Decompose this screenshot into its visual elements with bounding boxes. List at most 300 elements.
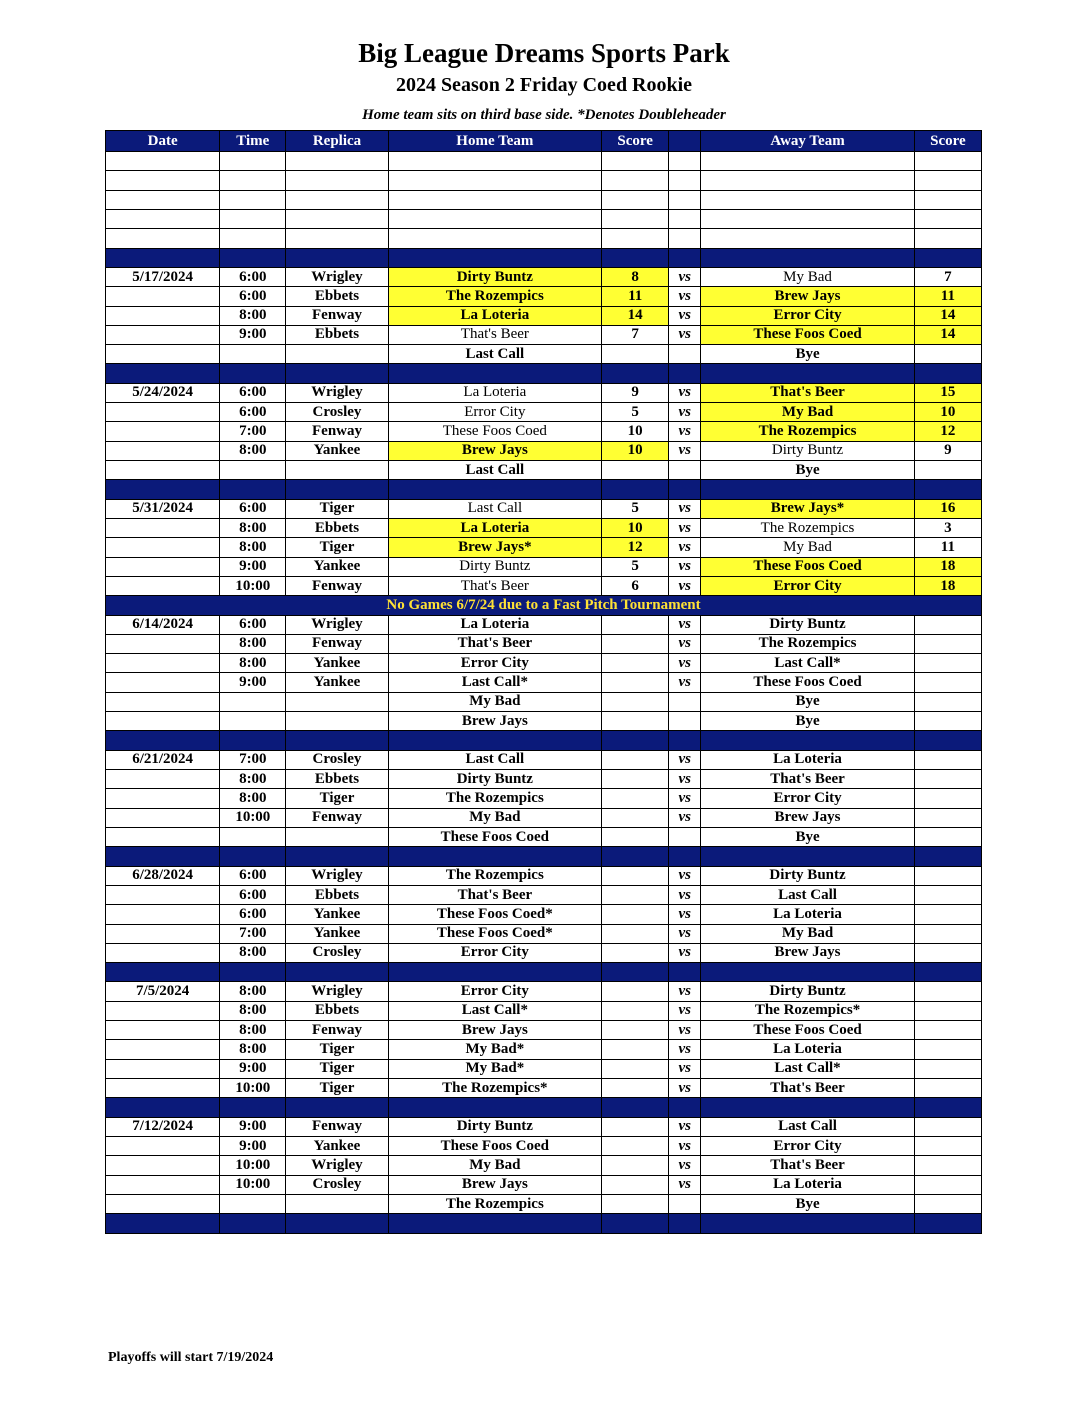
home-score-cell xyxy=(602,1156,669,1175)
away-score-cell: 18 xyxy=(914,557,981,576)
away-score-cell xyxy=(914,1059,981,1078)
no-games-notice-row xyxy=(106,596,982,615)
vs-cell: vs xyxy=(669,518,701,537)
game-row xyxy=(106,1136,982,1155)
game-row xyxy=(106,654,982,673)
bye-label-cell: Bye xyxy=(701,461,914,480)
time-cell xyxy=(220,692,286,711)
home-team-cell: Last Call xyxy=(388,750,601,769)
home-score-cell: 5 xyxy=(602,499,669,518)
vs-cell: vs xyxy=(669,673,701,692)
divider-cell xyxy=(602,364,669,383)
replica-cell: Wrigley xyxy=(286,267,388,286)
home-score-cell: 12 xyxy=(602,538,669,557)
home-team-cell: The Rozempics xyxy=(388,287,601,306)
date-cell xyxy=(106,827,220,846)
divider-cell xyxy=(914,480,981,499)
game-row xyxy=(106,1175,982,1194)
game-row xyxy=(106,325,982,344)
divider-cell xyxy=(914,963,981,982)
home-team-cell: My Bad* xyxy=(388,1059,601,1078)
home-score-cell: 8 xyxy=(602,267,669,286)
home-team-cell: My Bad* xyxy=(388,1040,601,1059)
replica-cell: Ebbets xyxy=(286,287,388,306)
replica-cell: Wrigley xyxy=(286,1156,388,1175)
page-title: Big League Dreams Sports Park xyxy=(358,38,730,68)
away-score-cell xyxy=(914,1136,981,1155)
empty-row xyxy=(106,171,982,190)
home-score-cell: 5 xyxy=(602,557,669,576)
replica-cell: Yankee xyxy=(286,654,388,673)
away-team-cell: That's Beer xyxy=(701,1079,914,1098)
divider-cell xyxy=(388,1098,601,1117)
away-team-cell: The Rozempics xyxy=(701,634,914,653)
away-team-cell: The Rozempics* xyxy=(701,1001,914,1020)
home-team-cell: Brew Jays xyxy=(388,1021,601,1040)
section-divider xyxy=(106,480,982,499)
home-score-cell xyxy=(602,461,669,480)
replica-cell: Fenway xyxy=(286,306,388,325)
empty-row xyxy=(106,229,982,248)
game-row xyxy=(106,306,982,325)
replica-cell: Crosley xyxy=(286,943,388,962)
vs-cell: vs xyxy=(669,325,701,344)
divider-cell xyxy=(914,364,981,383)
section-divider xyxy=(106,1214,982,1233)
home-score-cell xyxy=(602,1194,669,1213)
away-team-cell: My Bad xyxy=(701,403,914,422)
time-cell: 6:00 xyxy=(220,885,286,904)
away-score-cell xyxy=(914,1001,981,1020)
bye-team-cell: Last Call xyxy=(388,461,601,480)
replica-cell: Crosley xyxy=(286,403,388,422)
divider-cell xyxy=(106,847,220,866)
replica-cell: Tiger xyxy=(286,1040,388,1059)
time-cell: 9:00 xyxy=(220,1136,286,1155)
col-home-team-header: Home Team xyxy=(388,131,601,152)
away-score-cell xyxy=(914,1175,981,1194)
bye-row xyxy=(106,461,982,480)
vs-cell: vs xyxy=(669,441,701,460)
home-team-cell: Dirty Buntz xyxy=(388,267,601,286)
vs-cell xyxy=(669,712,701,731)
empty-cell xyxy=(602,171,669,190)
home-score-cell xyxy=(602,654,669,673)
game-row xyxy=(106,905,982,924)
away-team-cell: Dirty Buntz xyxy=(701,866,914,885)
empty-cell xyxy=(914,171,981,190)
replica-cell: Yankee xyxy=(286,1136,388,1155)
bye-team-cell: Brew Jays xyxy=(388,712,601,731)
divider-cell xyxy=(914,847,981,866)
replica-cell: Tiger xyxy=(286,499,388,518)
empty-cell xyxy=(220,171,286,190)
date-cell xyxy=(106,808,220,827)
empty-cell xyxy=(106,171,220,190)
game-row xyxy=(106,576,982,595)
divider-cell xyxy=(914,248,981,267)
game-row xyxy=(106,441,982,460)
replica-cell xyxy=(286,1194,388,1213)
divider-cell xyxy=(602,248,669,267)
empty-cell xyxy=(388,171,601,190)
divider-cell xyxy=(914,1098,981,1117)
divider-cell xyxy=(669,480,701,499)
home-score-cell xyxy=(602,615,669,634)
vs-cell: vs xyxy=(669,808,701,827)
replica-cell: Fenway xyxy=(286,1021,388,1040)
home-score-cell xyxy=(602,1136,669,1155)
away-team-cell: That's Beer xyxy=(701,1156,914,1175)
time-cell: 6:00 xyxy=(220,403,286,422)
divider-cell xyxy=(388,248,601,267)
away-score-cell: 10 xyxy=(914,403,981,422)
home-score-cell: 6 xyxy=(602,576,669,595)
date-cell xyxy=(106,1156,220,1175)
game-row xyxy=(106,518,982,537)
time-cell: 6:00 xyxy=(220,267,286,286)
away-team-cell: Error City xyxy=(701,1136,914,1155)
game-row xyxy=(106,287,982,306)
divider-cell xyxy=(286,248,388,267)
divider-cell xyxy=(286,1214,388,1233)
bye-label-cell: Bye xyxy=(701,692,914,711)
home-team-cell: The Rozempics xyxy=(388,789,601,808)
home-score-cell xyxy=(602,905,669,924)
game-row xyxy=(106,750,982,769)
divider-cell xyxy=(286,364,388,383)
home-score-cell: 9 xyxy=(602,383,669,402)
time-cell xyxy=(220,1194,286,1213)
divider-cell xyxy=(669,731,701,750)
divider-cell xyxy=(286,731,388,750)
col-away-score-header: Score xyxy=(914,131,981,152)
date-cell xyxy=(106,518,220,537)
empty-cell xyxy=(220,190,286,209)
date-cell xyxy=(106,1194,220,1213)
home-team-cell: La Loteria xyxy=(388,383,601,402)
game-row xyxy=(106,1059,982,1078)
divider-cell xyxy=(602,963,669,982)
vs-cell: vs xyxy=(669,306,701,325)
empty-cell xyxy=(669,152,701,171)
empty-cell xyxy=(106,152,220,171)
home-team-cell: Error City xyxy=(388,982,601,1001)
vs-cell: vs xyxy=(669,982,701,1001)
home-score-cell: 11 xyxy=(602,287,669,306)
away-score-cell xyxy=(914,866,981,885)
home-team-cell: Brew Jays* xyxy=(388,538,601,557)
game-row xyxy=(106,770,982,789)
game-row xyxy=(106,383,982,402)
game-row xyxy=(106,538,982,557)
vs-cell: vs xyxy=(669,1079,701,1098)
away-score-cell xyxy=(914,1117,981,1136)
away-team-cell: Last Call xyxy=(701,885,914,904)
replica-cell: Wrigley xyxy=(286,615,388,634)
away-team-cell: Brew Jays xyxy=(701,808,914,827)
replica-cell: Wrigley xyxy=(286,866,388,885)
divider-cell xyxy=(669,1098,701,1117)
game-row xyxy=(106,866,982,885)
away-team-cell: La Loteria xyxy=(701,1175,914,1194)
divider-cell xyxy=(701,248,914,267)
date-cell xyxy=(106,576,220,595)
away-score-cell xyxy=(914,982,981,1001)
divider-cell xyxy=(106,248,220,267)
time-cell: 8:00 xyxy=(220,538,286,557)
empty-cell xyxy=(388,209,601,228)
away-score-cell xyxy=(914,712,981,731)
vs-cell: vs xyxy=(669,634,701,653)
divider-cell xyxy=(220,963,286,982)
vs-cell: vs xyxy=(669,383,701,402)
divider-cell xyxy=(388,731,601,750)
away-score-cell xyxy=(914,1156,981,1175)
section-divider xyxy=(106,847,982,866)
home-score-cell xyxy=(602,712,669,731)
replica-cell: Fenway xyxy=(286,576,388,595)
replica-cell: Tiger xyxy=(286,789,388,808)
divider-cell xyxy=(220,731,286,750)
col-replica-header: Replica xyxy=(286,131,388,152)
home-team-cell: These Foos Coed* xyxy=(388,905,601,924)
home-team-cell: La Loteria xyxy=(388,615,601,634)
home-team-cell: Brew Jays xyxy=(388,1175,601,1194)
date-cell: 5/24/2024 xyxy=(106,383,220,402)
divider-cell xyxy=(220,1214,286,1233)
away-score-cell xyxy=(914,808,981,827)
date-cell: 6/14/2024 xyxy=(106,615,220,634)
divider-cell xyxy=(220,480,286,499)
time-cell: 9:00 xyxy=(220,673,286,692)
away-team-cell: Error City xyxy=(701,306,914,325)
divider-cell xyxy=(602,480,669,499)
away-score-cell xyxy=(914,924,981,943)
date-cell xyxy=(106,538,220,557)
replica-cell: Fenway xyxy=(286,422,388,441)
home-team-cell: The Rozempics xyxy=(388,866,601,885)
date-cell: 7/12/2024 xyxy=(106,1117,220,1136)
home-score-cell: 7 xyxy=(602,325,669,344)
date-cell xyxy=(106,403,220,422)
date-cell xyxy=(106,789,220,808)
empty-cell xyxy=(286,190,388,209)
home-score-cell xyxy=(602,1175,669,1194)
away-score-cell xyxy=(914,1040,981,1059)
section-divider xyxy=(106,731,982,750)
game-row xyxy=(106,557,982,576)
bye-row xyxy=(106,827,982,846)
vs-cell: vs xyxy=(669,422,701,441)
date-cell xyxy=(106,1079,220,1098)
away-score-cell: 7 xyxy=(914,267,981,286)
date-cell xyxy=(106,1136,220,1155)
divider-cell xyxy=(669,847,701,866)
home-score-cell xyxy=(602,692,669,711)
date-cell xyxy=(106,287,220,306)
date-cell xyxy=(106,712,220,731)
replica-cell: Tiger xyxy=(286,538,388,557)
section-divider xyxy=(106,963,982,982)
schedule-note: Home team sits on third base side. *Denotes Doubleheader xyxy=(362,107,726,123)
replica-cell: Yankee xyxy=(286,673,388,692)
time-cell xyxy=(220,827,286,846)
date-cell xyxy=(106,1175,220,1194)
home-team-cell: My Bad xyxy=(388,808,601,827)
away-score-cell xyxy=(914,885,981,904)
home-score-cell: 5 xyxy=(602,403,669,422)
empty-cell xyxy=(669,209,701,228)
empty-cell xyxy=(106,190,220,209)
date-cell xyxy=(106,943,220,962)
away-score-cell xyxy=(914,827,981,846)
time-cell: 10:00 xyxy=(220,1156,286,1175)
home-team-cell: That's Beer xyxy=(388,325,601,344)
divider-cell xyxy=(701,963,914,982)
away-score-cell: 14 xyxy=(914,306,981,325)
vs-cell: vs xyxy=(669,615,701,634)
game-row xyxy=(106,982,982,1001)
game-row xyxy=(106,403,982,422)
empty-cell xyxy=(669,229,701,248)
home-team-cell: Error City xyxy=(388,654,601,673)
time-cell: 8:00 xyxy=(220,518,286,537)
time-cell: 8:00 xyxy=(220,634,286,653)
home-score-cell xyxy=(602,924,669,943)
date-cell: 7/5/2024 xyxy=(106,982,220,1001)
away-score-cell xyxy=(914,1021,981,1040)
empty-row xyxy=(106,152,982,171)
divider-cell xyxy=(106,731,220,750)
divider-cell xyxy=(669,248,701,267)
vs-cell: vs xyxy=(669,943,701,962)
away-team-cell: La Loteria xyxy=(701,905,914,924)
empty-cell xyxy=(286,171,388,190)
date-cell xyxy=(106,770,220,789)
date-cell xyxy=(106,461,220,480)
date-cell xyxy=(106,1021,220,1040)
col-vs-header xyxy=(669,131,701,152)
vs-cell: vs xyxy=(669,287,701,306)
home-team-cell: These Foos Coed xyxy=(388,1136,601,1155)
section-divider xyxy=(106,248,982,267)
empty-cell xyxy=(388,190,601,209)
away-score-cell xyxy=(914,905,981,924)
replica-cell xyxy=(286,461,388,480)
divider-cell xyxy=(602,731,669,750)
away-score-cell xyxy=(914,634,981,653)
date-cell xyxy=(106,692,220,711)
replica-cell xyxy=(286,827,388,846)
home-team-cell: The Rozempics* xyxy=(388,1079,601,1098)
away-score-cell: 14 xyxy=(914,325,981,344)
empty-cell xyxy=(602,229,669,248)
replica-cell xyxy=(286,345,388,364)
time-cell xyxy=(220,461,286,480)
game-row xyxy=(106,615,982,634)
time-cell: 6:00 xyxy=(220,499,286,518)
vs-cell: vs xyxy=(669,557,701,576)
divider-cell xyxy=(701,364,914,383)
empty-cell xyxy=(388,229,601,248)
replica-cell: Fenway xyxy=(286,634,388,653)
col-home-score-header: Score xyxy=(602,131,669,152)
time-cell: 8:00 xyxy=(220,943,286,962)
away-score-cell xyxy=(914,673,981,692)
vs-cell: vs xyxy=(669,1021,701,1040)
replica-cell: Yankee xyxy=(286,441,388,460)
vs-cell: vs xyxy=(669,1175,701,1194)
replica-cell: Ebbets xyxy=(286,518,388,537)
replica-cell: Ebbets xyxy=(286,770,388,789)
empty-cell xyxy=(106,209,220,228)
vs-cell: vs xyxy=(669,1117,701,1136)
empty-cell xyxy=(602,209,669,228)
time-cell: 8:00 xyxy=(220,654,286,673)
home-score-cell xyxy=(602,789,669,808)
home-team-cell: La Loteria xyxy=(388,306,601,325)
vs-cell: vs xyxy=(669,1059,701,1078)
empty-cell xyxy=(106,229,220,248)
section-divider xyxy=(106,1098,982,1117)
home-team-cell: Last Call xyxy=(388,499,601,518)
home-team-cell: Last Call* xyxy=(388,673,601,692)
vs-cell: vs xyxy=(669,1136,701,1155)
time-cell: 6:00 xyxy=(220,615,286,634)
page-subtitle: 2024 Season 2 Friday Coed Rookie xyxy=(395,74,693,96)
header-row xyxy=(106,131,982,152)
date-cell xyxy=(106,924,220,943)
vs-cell: vs xyxy=(669,866,701,885)
empty-cell xyxy=(220,229,286,248)
away-score-cell xyxy=(914,1194,981,1213)
away-score-cell: 11 xyxy=(914,538,981,557)
bye-team-cell: The Rozempics xyxy=(388,1194,601,1213)
bye-label-cell: Bye xyxy=(701,827,914,846)
home-score-cell xyxy=(602,634,669,653)
vs-cell: vs xyxy=(669,1156,701,1175)
away-team-cell: La Loteria xyxy=(701,750,914,769)
empty-cell xyxy=(286,209,388,228)
time-cell xyxy=(220,712,286,731)
away-team-cell: These Foos Coed xyxy=(701,673,914,692)
time-cell: 6:00 xyxy=(220,383,286,402)
divider-cell xyxy=(914,1214,981,1233)
date-cell: 5/17/2024 xyxy=(106,267,220,286)
away-team-cell: Dirty Buntz xyxy=(701,441,914,460)
replica-cell: Wrigley xyxy=(286,982,388,1001)
home-score-cell xyxy=(602,866,669,885)
date-cell: 6/21/2024 xyxy=(106,750,220,769)
away-score-cell xyxy=(914,1079,981,1098)
date-cell: 5/31/2024 xyxy=(106,499,220,518)
home-score-cell xyxy=(602,750,669,769)
divider-cell xyxy=(286,847,388,866)
divider-cell xyxy=(106,963,220,982)
bye-label-cell: Bye xyxy=(701,1194,914,1213)
away-score-cell xyxy=(914,770,981,789)
time-cell xyxy=(220,345,286,364)
away-team-cell: My Bad xyxy=(701,267,914,286)
home-score-cell xyxy=(602,885,669,904)
away-team-cell: Brew Jays* xyxy=(701,499,914,518)
vs-cell xyxy=(669,827,701,846)
vs-cell: vs xyxy=(669,1040,701,1059)
time-cell: 6:00 xyxy=(220,287,286,306)
away-score-cell xyxy=(914,789,981,808)
home-score-cell xyxy=(602,982,669,1001)
